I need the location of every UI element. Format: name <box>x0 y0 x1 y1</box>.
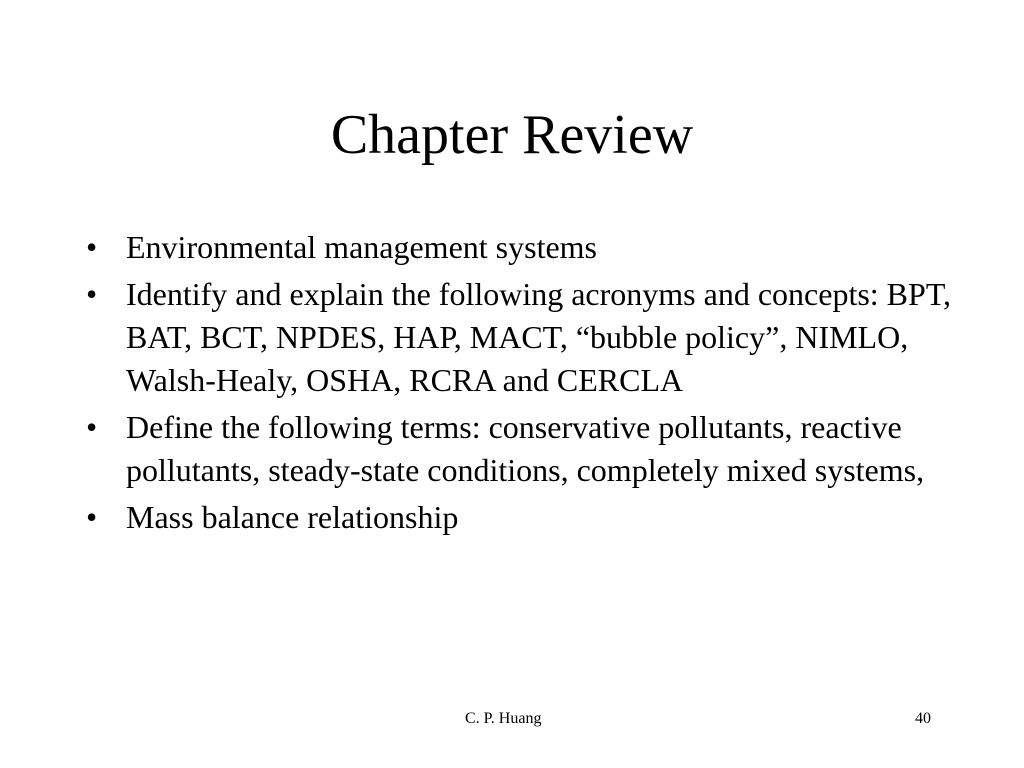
footer-author: C. P. Huang <box>465 710 542 727</box>
bullet-list <box>83 226 953 543</box>
bullet-icon: • <box>86 499 98 535</box>
bullet-item-mass-balance <box>83 496 953 539</box>
bullet-icon: • <box>86 409 98 445</box>
bullet-text: Identify and explain the following acronyms and concepts: BPT, BAT, BCT, NPDES, HAP, MACT, “bubble policy”, NIMLO, Walsh-Healy, OSHA, RCRA and CERCLA <box>126 276 951 398</box>
bullet-text: Mass balance relationship <box>126 499 459 535</box>
bullet-icon: • <box>86 229 98 265</box>
bullet-text: Define the following terms: conservative pollutants, reactive pollutants, steady-state conditions, completely mixed systems, <box>126 409 925 488</box>
slide-title: Chapter Review <box>330 104 694 166</box>
bullet-text: Environmental management systems <box>126 229 597 265</box>
bullet-item-ems <box>83 226 953 269</box>
bullet-icon: • <box>86 276 98 312</box>
footer-page-number: 40 <box>915 710 931 727</box>
bullet-item-terms <box>83 406 953 492</box>
bullet-item-acronyms <box>83 273 953 402</box>
